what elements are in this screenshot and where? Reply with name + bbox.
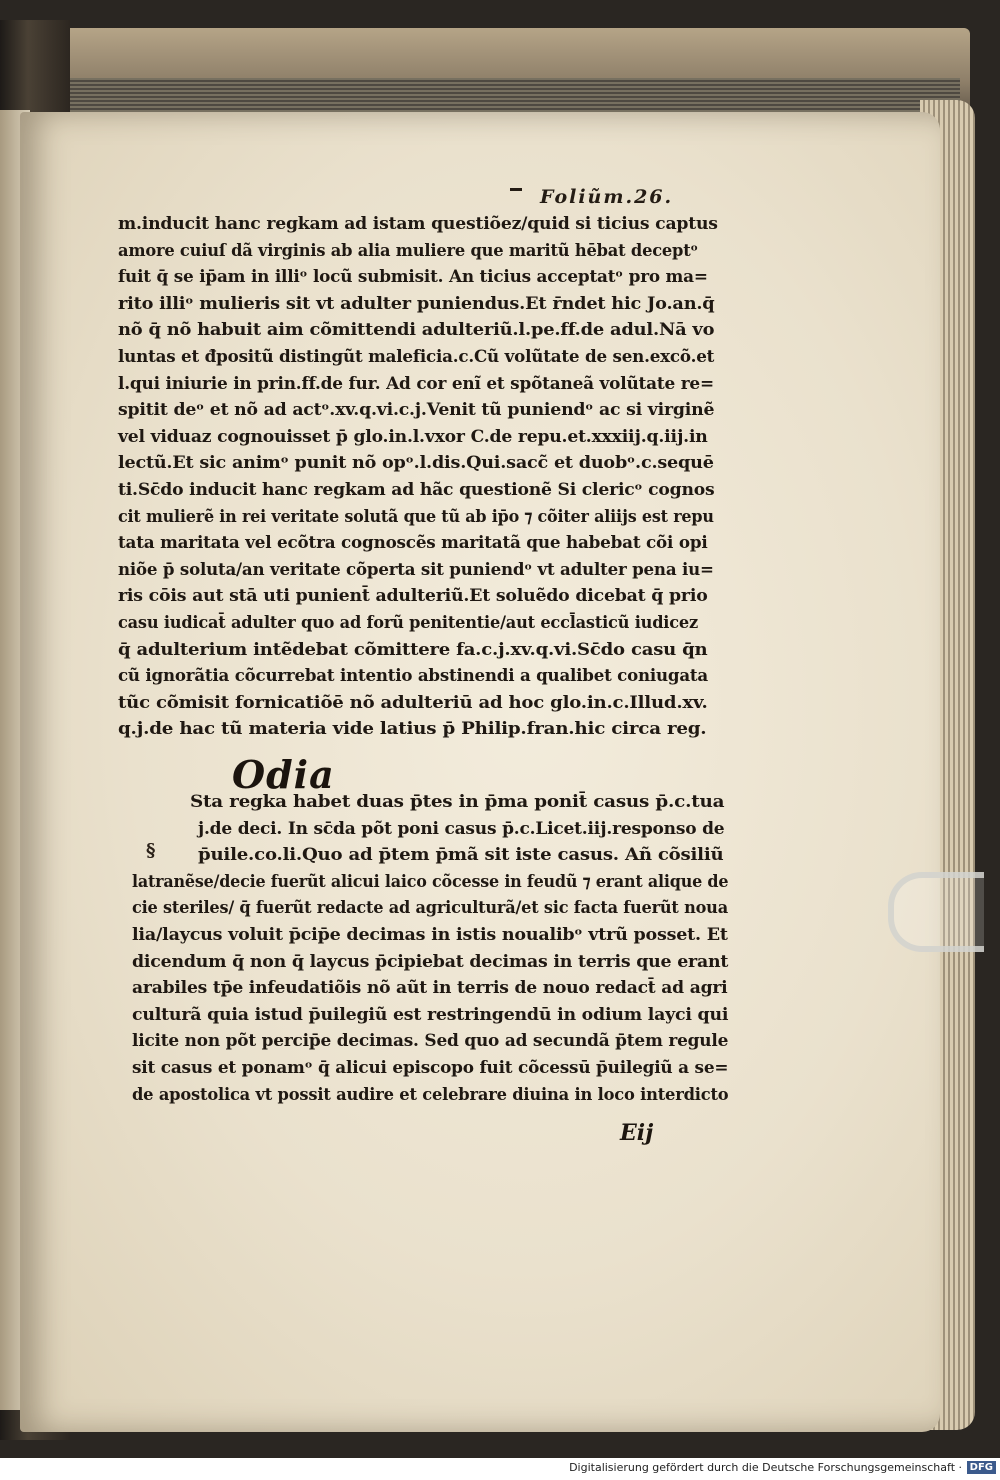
text-line: fuit q̄ se ip̄am in illiᵒ locũ submisit. An ticius acceptatᵒ pro ma= xyxy=(118,267,708,287)
page-clip xyxy=(888,872,984,952)
text-line: lectũ.Et sic animᵒ punit nõ opᵒ.l.dis.Qui.sacc̃ et duobᵒ.c.sequē xyxy=(118,453,714,473)
text-line: cũ ignorãtia cõcurrebat intentio abstinendi a qualibet coniugata xyxy=(118,666,709,686)
text-line: casu iudicat̄ adulter quo ad forũ penitentie/aut eccl̄asticũ iudicez xyxy=(118,613,698,632)
text-line: de apostolica vt possit audire et celebrare diuina in loco interdicto xyxy=(132,1084,729,1104)
folio-mark xyxy=(510,188,522,191)
text-line: licite non põt percip̄e decimas. Sed quo ad secundã p̄tem regule xyxy=(132,1031,729,1051)
text-line: q̄ adulterium intẽdebat cõmittere fa.c.j.xv.q.vi.Sc̄do casu q̄n xyxy=(118,639,708,659)
dfg-logo: DFG xyxy=(967,1461,996,1474)
text-line: luntas et đpositũ distingũt maleficia.c.Cũ volũtate de sen.excõ.et xyxy=(118,347,715,366)
margin-mark: § xyxy=(146,840,156,861)
text-line: m.inducit hanc regkam ad istam questiõez/quid si ticius captus xyxy=(118,214,718,233)
text-line: q.j.de hac tũ materia vide latius p̄ Philip.fran.hic circa reg. xyxy=(118,719,707,739)
text-line: cit mulierẽ in rei veritate solutã que tũ ab ip̄o ⁊ cõiter aliĳs est repu xyxy=(118,506,714,526)
text-line: nõ q̄ nõ habuit aim cõmittendi adulteriũ.l.pe.ff.de adul.Nā vo xyxy=(118,320,715,340)
text-line: sit casus et ponamᵒ q̄ alicui episcopo fuit cõcessū p̄uilegiũ a se= xyxy=(132,1058,729,1077)
signature-mark: Eĳ xyxy=(620,1120,654,1146)
section-heading: Odia xyxy=(232,752,335,797)
text-line: niõe p̄ soluta/an veritate cõperta sit puniendᵒ vt adulter pena iu= xyxy=(118,559,714,579)
folio-number: Foliũm.26. xyxy=(540,186,674,208)
text-line: l.qui iniurie in prin.ff.de fur. Ad cor enĩ et spõtaneã volũtate re= xyxy=(118,373,714,393)
footer-credit: Digitalisierung gefördert durch die Deutsche Forschungsgemeinschaft · xyxy=(569,1461,962,1474)
text-line: cie steriles/ q̄ fuerũt redacte ad agriculturã/et sic facta fuerũt noua xyxy=(132,898,728,918)
text-line: p̄uile.co.li.Quo ad p̄tem p̄mã sit iste casus. Añ cõsiliũ xyxy=(198,845,724,865)
text-line: tata maritata vel ecõtra cognoscẽs maritatã que habebat cõi opi xyxy=(118,533,708,553)
text-line: ti.Sc̄do inducit hanc regkam ad hãc questionẽ Si clericᵒ cognos xyxy=(118,480,715,499)
text-line: rito illiᵒ mulieris sit vt adulter puniendus.Et r̄ndet hic Jo.an.q̄ xyxy=(118,293,715,313)
text-line: tũc cõmisit fornicatiõē nõ adulteriū ad hoc glo.in.c.Illud.xv. xyxy=(118,692,708,712)
text-line: spitit deᵒ et nõ ad actᵒ.xv.q.vi.c.j.Venit tũ puniendᵒ ac si virginẽ xyxy=(118,400,715,420)
footer-bar xyxy=(0,1458,1000,1480)
text-line: latranẽse/decie fuerũt alicui laico cõcesse in feudũ ⁊ erant alique de xyxy=(132,871,729,891)
text-line: culturã quia istud p̄uilegiũ est restringendū in odium layci qui xyxy=(132,1004,729,1024)
text-line: Sta regka habet duas p̄tes in p̄ma ponit̄ casus p̄.c.tua xyxy=(190,792,725,811)
text-line: arabiles tp̄e infeudatiõis nõ aũt in terris de nouo redact̄ ad agri xyxy=(132,978,728,998)
text-line: ris cōis aut stā uti punient̄ adulteriũ.Et soluẽdo dicebat q̄ prio xyxy=(118,586,708,606)
text-line: lia/laycus voluit p̄cip̄e decimas in istis noualibᵒ vtrũ posset. Et xyxy=(132,925,728,944)
text-line: dicendum q̄ non q̄ laycus p̄cipiebat decimas in terris que erant xyxy=(132,951,729,971)
text-line: vel viduaz cognouisset p̄ glo.in.l.vxor C.de repu.et.xxxiĳ.q.iĳ.in xyxy=(118,426,708,446)
text-line: j.de deci. In sc̄da põt poni casus p̄.c.Licet.iĳ.responso de xyxy=(198,818,725,838)
text-line: amore cuiuſ dã virginis ab alia muliere que maritũ hēbat deceptᵒ xyxy=(118,240,698,260)
